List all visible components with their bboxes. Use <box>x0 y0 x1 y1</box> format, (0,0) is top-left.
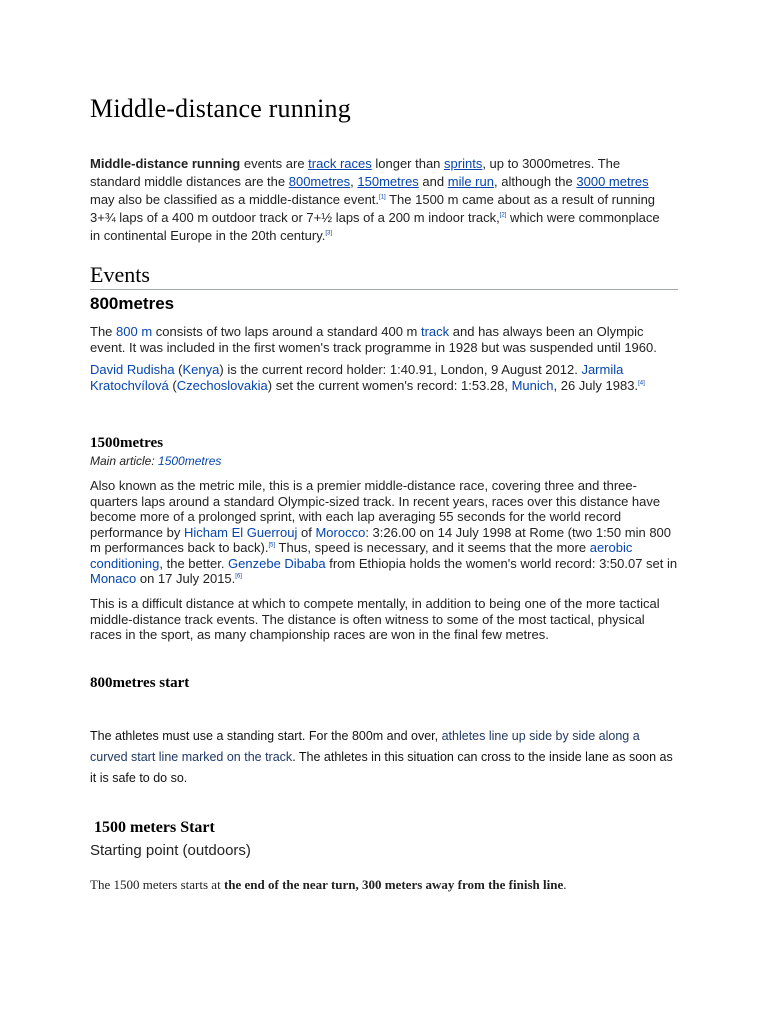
intro-bold-term: Middle-distance running <box>90 156 241 171</box>
intro-text: The 1500 m came about as a result of running 3+¾ laps of a 400 m outdoor track or 7+½ laps of a 200 m indoor track, <box>90 192 656 225</box>
text: The <box>90 324 117 339</box>
text: consists of two laps around a standard 400 m <box>152 324 421 339</box>
link-kenya[interactable]: Kenya <box>182 362 220 377</box>
text: , the better. <box>159 555 229 571</box>
reference-1[interactable]: [1] <box>379 194 386 201</box>
subheading-starting-point: Starting point (outdoors) <box>90 842 251 859</box>
reference-6[interactable]: [6] <box>235 573 242 580</box>
text: The 1500 meters starts at <box>90 877 224 892</box>
text: of <box>297 524 316 540</box>
link-sprints[interactable]: sprints <box>444 156 483 171</box>
section-heading-800metres-start: 800metres start <box>90 675 190 691</box>
paragraph-1500-description <box>90 478 680 587</box>
text: . <box>563 877 567 892</box>
link-1500metres-main-article[interactable]: 1500metres <box>158 454 222 468</box>
link-mile-run[interactable]: mile run <box>447 174 494 189</box>
link-track-races[interactable]: track races <box>308 156 372 171</box>
reference-5[interactable]: [5] <box>268 542 276 549</box>
link-monaco[interactable]: Monaco <box>90 571 137 586</box>
text: from Ethiopia holds the women's world record: 3:50.07 set in <box>325 555 678 571</box>
section-heading-800metres: 800metres <box>90 294 175 313</box>
link-hicham-el-guerrouj[interactable]: Hicham El Guerrouj <box>183 524 298 540</box>
link-3000metres[interactable]: 3000 metres <box>576 174 649 189</box>
text: The athletes must use a standing start. For the 800m and over, <box>90 729 442 743</box>
intro-text: , up to 3000metres. The standard middle distances are the <box>90 156 621 189</box>
text: ) is the current record holder: 1:40.91, London, 9 August 2012. <box>219 362 582 377</box>
intro-text: longer than <box>371 156 445 171</box>
link-track[interactable]: track <box>420 324 450 339</box>
page-title: Middle-distance running <box>90 94 351 123</box>
section-heading-events: Events <box>90 262 678 290</box>
link-800m[interactable]: 800 m <box>116 324 153 339</box>
text: and has always been an Olympic event. It was included in the first women's track programme in 1928 but was suspended until 1960. <box>90 324 657 355</box>
text: ) set the current women's record: 1:53.28, <box>267 377 512 393</box>
intro-text: events are <box>240 156 309 171</box>
hatnote-label: Main article: <box>90 454 159 468</box>
text: on 17 July 2015. <box>136 571 236 586</box>
link-aerobic-conditioning[interactable]: aerobic conditioning <box>90 540 633 571</box>
link-genzebe-dibaba[interactable]: Genzebe Dibaba <box>228 555 326 571</box>
reference-4[interactable]: [4] <box>638 380 645 387</box>
hatnote-main-article <box>90 454 221 468</box>
link-czechoslovakia[interactable]: Czechoslovakia <box>176 377 268 393</box>
bold-start-location: the end of the near turn, 300 meters away from the finish line <box>223 877 564 892</box>
text: . The athletes in this situation can cross to the inside lane as soon as it is safe to do so. <box>90 750 673 785</box>
intro-text: may also be classified as a middle-distance event. <box>90 192 380 207</box>
intro-text: and <box>418 174 448 189</box>
link-800metres[interactable]: 800metres <box>288 174 351 189</box>
link-athletes-line-up[interactable]: athletes line up side by side along a curved start line marked on the track <box>90 729 640 764</box>
text: , 26 July 1983. <box>553 377 639 393</box>
link-david-rudisha[interactable]: David Rudisha <box>90 362 175 377</box>
text: ( <box>174 362 183 377</box>
intro-text: , <box>350 174 358 189</box>
link-munich[interactable]: Munich <box>511 377 554 393</box>
paragraph-1500-start <box>90 877 566 893</box>
link-morocco[interactable]: Morocco <box>315 524 366 540</box>
section-heading-1500-meters-start: 1500 meters Start <box>94 819 215 836</box>
intro-paragraph <box>90 155 672 245</box>
link-1500metres[interactable]: 150metres <box>357 174 419 189</box>
paragraph-800-start <box>90 726 676 789</box>
section-heading-1500metres: 1500metres <box>90 435 164 451</box>
paragraph-800-history <box>90 324 670 355</box>
text: Also known as the metric mile, this is a premier middle-distance race, covering three and three-quarters laps around a standard Olympic-sized track. In recent years, races over this distance have become more of a prolonged sprint, with each lap averaging 55 seconds for the world record performance by <box>90 478 661 540</box>
paragraph-800-records <box>90 362 662 393</box>
intro-text: , although the <box>493 174 577 189</box>
text: ( <box>168 377 177 393</box>
paragraph-1500-tactics: This is a difficult distance at which to compete mentally, in addition to being one of the more tactical middle-distance track events. The distance is often witness to some of the most tactical, physical races in the sport, as many championship races are won in the final few metres. <box>90 596 660 642</box>
reference-2[interactable]: [2] <box>499 212 507 219</box>
reference-3[interactable]: [3] <box>325 230 333 237</box>
text: Thus, speed is necessary, and it seems that the more <box>275 540 590 555</box>
text: : 3:26.00 on 14 July 1998 at Rome (two 1:50 min 800 m performances back to back). <box>90 524 672 555</box>
link-jarmila-kratochvilova[interactable]: Jarmila Kratochvílová <box>90 362 624 393</box>
intro-text: which were commonplace in continental Europe in the 20th century. <box>90 210 660 243</box>
